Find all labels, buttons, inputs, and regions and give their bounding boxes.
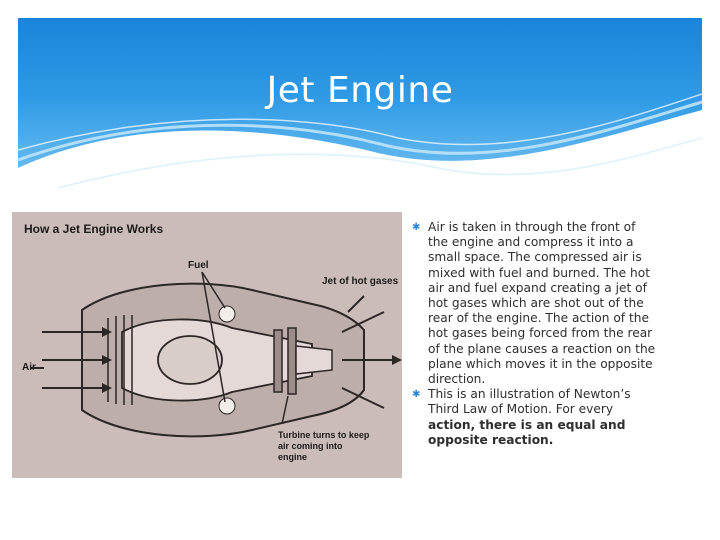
diagram-heading: How a Jet Engine Works — [24, 222, 164, 236]
title-banner — [18, 18, 702, 196]
bullet-text: This is an illustration of Newton’s Third Law of Motion. For every action, there is an equal and opposite reaction. — [428, 387, 631, 447]
fuel-label: Fuel — [188, 260, 209, 271]
bullet-text: Air is taken in through the front of the engine and compress it into a small space. The compressed air is mixed with fuel and burned. The hot air and fuel expand creating a jet of hot gases which are shot out of the rear of the engine. The action of the hot gases being forced from the rear of the plane causes a reaction on the plane which moves it in the opposite direction. — [428, 220, 656, 387]
list-item — [412, 220, 702, 387]
page-title: Jet Engine — [266, 70, 454, 111]
jet-engine-diagram — [12, 212, 402, 478]
jet-label: Jet of hot gases — [322, 276, 399, 287]
air-label: Air — [22, 362, 36, 373]
star-bullet-icon: ✱ — [412, 222, 421, 233]
bullet-list — [412, 220, 702, 448]
turbine-label: Turbine turns to keep air coming into engine — [278, 430, 370, 462]
list-item — [412, 387, 702, 448]
star-bullet-icon: ✱ — [412, 389, 421, 401]
